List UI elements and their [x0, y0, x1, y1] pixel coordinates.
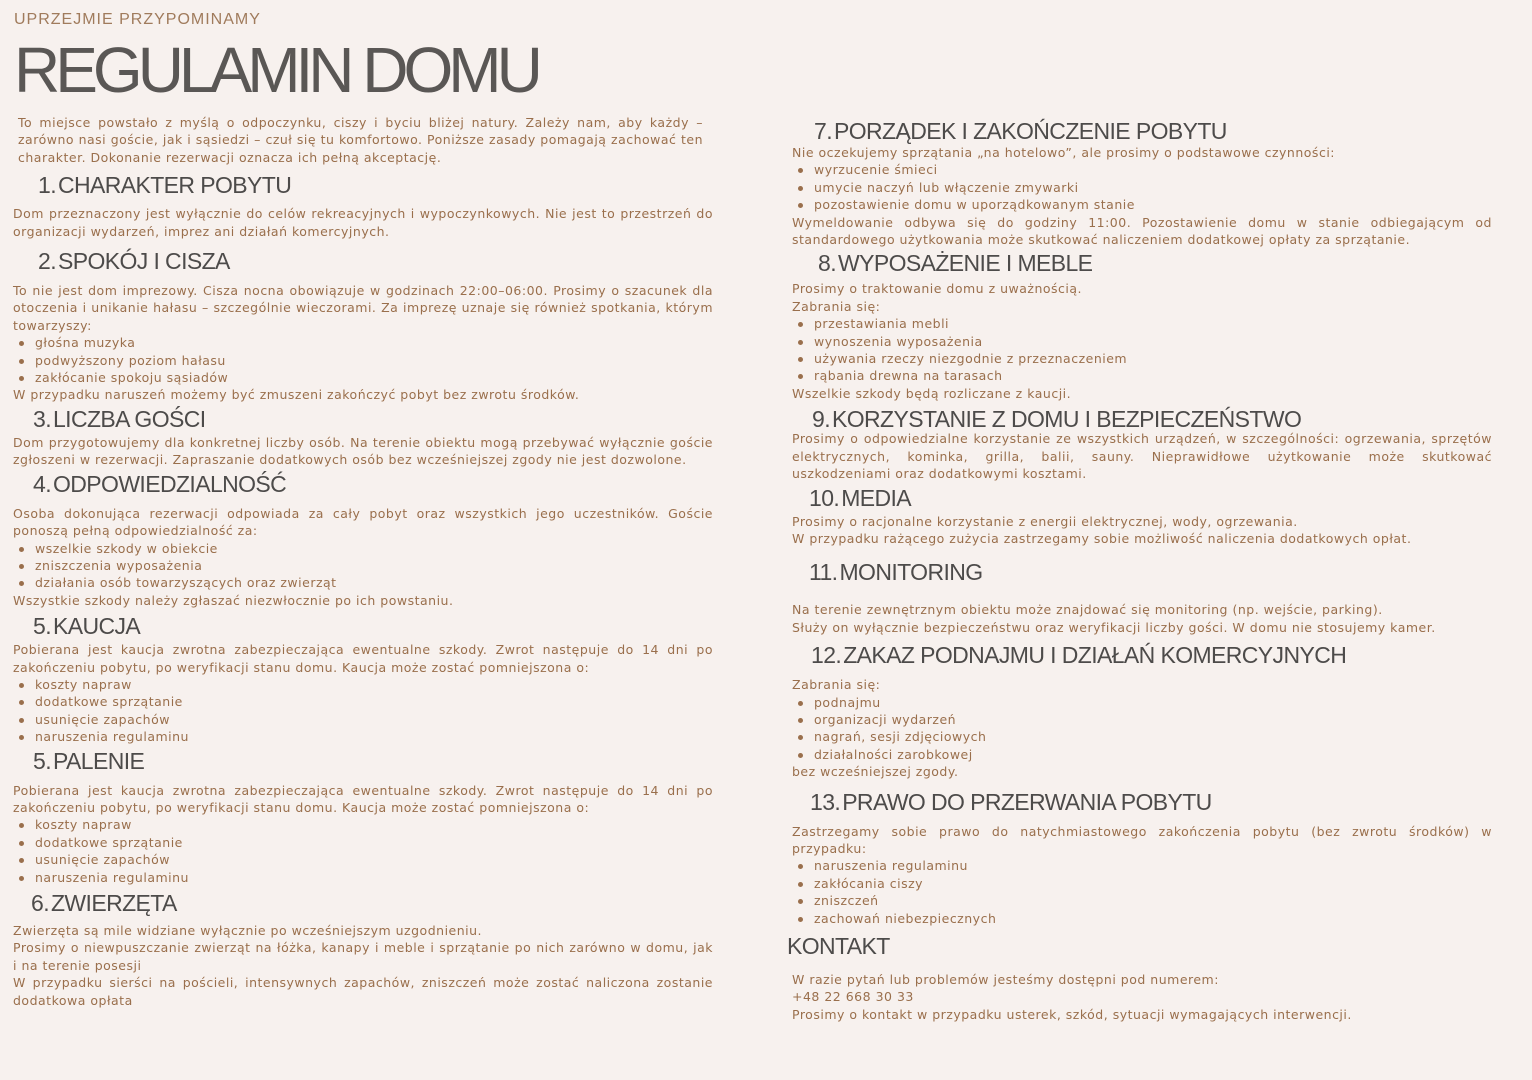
section-spokoj [13, 246, 713, 404]
section-charakter [13, 170, 713, 240]
intro-text: To miejsce powstało z myślą o odpoczynku, ciszy i byciu bliżej natury. Zależy nam, aby każdy – zarówno nasi goście, jak i sąsiedzi – czuł się tu komfortowo. Poniższe zasady pomagają zachować ten charakter. Dokonanie rezerwacji oznacza ich pełną akceptację. [18, 115, 703, 165]
section-title: PORZĄDEK I ZAKOŃCZENIE POBYTU [833, 118, 1227, 144]
section-kaucja [13, 611, 713, 745]
section-number: 2. [38, 248, 56, 275]
contact-phone: +48 22 668 30 33 [792, 989, 914, 1005]
section-liczba-gosci [13, 404, 713, 469]
list-item: zakłócanie spokoju sąsiadów [13, 369, 713, 386]
section-heading [13, 404, 713, 434]
list-item: naruszenia regulaminu [13, 869, 713, 886]
section-heading [792, 787, 1492, 817]
section-wyposazenie [792, 248, 1492, 402]
section-note: Wszystkie szkody należy zgłaszać niezwłocznie po ich powstaniu. [13, 592, 454, 608]
section-title: PRAWO DO PRZERWANIA POBYTU [842, 788, 1212, 815]
bullet-list [13, 334, 713, 386]
section-heading [13, 246, 713, 276]
section-text: Prosimy o niewpuszczanie zwierząt na łóżka, kanapy i meble i sprzątanie po nich zarówno w domu, jak i na terenie posesji [13, 940, 713, 973]
list-item: usunięcie zapachów [13, 711, 713, 728]
section-text: Na terenie zewnętrznym obiektu może znajdować się monitoring (np. wejście, parking). [792, 602, 1383, 618]
list-item: usunięcie zapachów [13, 851, 713, 868]
section-text: Osoba dokonująca rezerwacji odpowiada za cały pobyt oraz wszystkich jego uczestników. Goście ponoszą pełną odpowiedzialność za: [13, 505, 713, 539]
section-heading [792, 248, 1492, 278]
section-heading [792, 557, 1492, 587]
section-number: 13. [810, 788, 841, 815]
section-monitoring [792, 557, 1492, 636]
list-item: podnajmu [792, 694, 1492, 711]
section-number: 7. [814, 118, 832, 144]
list-item: pozostawienie domu w uporządkowanym stanie [792, 196, 1492, 213]
section-text: Prosimy o racjonalne korzystanie z energii elektrycznej, wody, ogrzewania. [792, 513, 1298, 529]
section-number: 8. [818, 250, 836, 277]
section-text: W przypadku sierści na pościeli, intensywnych zapachów, zniszczeń może zostać naliczona zostanie dodatkowa opłata [13, 975, 713, 1008]
list-item: działania osób towarzyszących oraz zwierząt [13, 574, 713, 591]
list-item: wynoszenia wyposażenia [792, 333, 1492, 350]
section-heading [13, 611, 713, 641]
list-item: dodatkowe sprzątanie [13, 834, 713, 851]
section-title: MONITORING [839, 559, 983, 586]
contact-text: W razie pytań lub problemów jesteśmy dostępni pod numerem: [792, 972, 1219, 987]
list-item: dodatkowe sprzątanie [13, 693, 713, 710]
list-item: zniszczeń [792, 892, 1492, 909]
section-number: 5. [33, 747, 51, 774]
section-heading [792, 483, 1492, 513]
section-title: ODPOWIEDZIALNOŚĆ [52, 470, 287, 497]
bullet-list [13, 540, 713, 592]
section-title: PALENIE [52, 747, 145, 774]
list-item: koszty napraw [13, 816, 713, 833]
section-title: WYPOSAŻENIE I MEBLE [837, 250, 1093, 277]
section-text: Dom przeznaczony jest wyłącznie do celów rekreacyjnych i wypoczynkowych. Nie jest to przestrzeń do organizacji wydarzeń, imprez ani działań komercyjnych. [13, 206, 713, 239]
section-text: Zabrania się: [792, 677, 881, 693]
section-number: 4. [33, 470, 51, 497]
section-number: 10. [809, 484, 840, 511]
section-text: Zastrzegamy sobie prawo do natychmiastowego zakończenia pobytu (bez zwrotu środków) w przypadku: [792, 823, 1492, 856]
section-zwierzeta [13, 888, 713, 1009]
section-bezpieczenstwo [792, 404, 1492, 482]
list-item: zakłócania ciszy [792, 875, 1492, 892]
section-title: ZAKAZ PODNAJMU I DZIAŁAŃ KOMERCYJNYCH [843, 642, 1347, 669]
section-number: 12. [811, 642, 842, 669]
section-title: MEDIA [841, 484, 912, 511]
section-palenie [13, 746, 713, 886]
section-przerwanie [792, 787, 1492, 927]
left-column [13, 114, 713, 1009]
section-text: Nie oczekujemy sprzątania „na hotelowo”, ale prosimy o podstawowe czynności: [792, 145, 1335, 160]
section-text: Zwierzęta są mile widziane wyłącznie po wcześniejszym uzgodnieniu. [13, 923, 483, 938]
section-text: Służy on wyłącznie bezpieczeństwu oraz weryfikacji liczby gości. W domu nie stosujemy kamer. [792, 619, 1436, 635]
section-note: Wszelkie szkody będą rozliczane z kaucji. [792, 385, 1072, 401]
section-title: CHARAKTER POBYTU [57, 172, 292, 199]
page-title: REGULAMIN DOMU [14, 34, 538, 106]
list-item: zniszczenia wyposażenia [13, 557, 713, 574]
page-kicker: UPRZEJMIE PRZYPOMINAMY [14, 11, 261, 28]
section-heading [792, 640, 1492, 670]
section-title: LICZBA GOŚCI [52, 405, 206, 432]
list-item: wszelkie szkody w obiekcie [13, 540, 713, 557]
section-note: Wymeldowanie odbywa się do godziny 11:00. Pozostawienie domu w stanie odbiegającym od standardowego użytkowania może skutkować naliczeniem dodatkowej opłaty za sprzątanie. [792, 214, 1492, 248]
section-media [792, 483, 1492, 548]
section-note: bez wcześniejszej zgody. [792, 764, 959, 780]
list-item: działalności zarobkowej [792, 746, 1492, 763]
section-heading [13, 746, 713, 776]
section-text: Pobierana jest kaucja zwrotna zabezpieczająca ewentualne szkody. Zwrot następuje do 14 dni po zakończeniu pobytu, po weryfikacji stanu domu. Kaucja może zostać pomniejszona o: [13, 782, 713, 815]
section-podnajem [792, 640, 1492, 780]
list-item: organizacji wydarzeń [792, 711, 1492, 728]
section-number: 1. [38, 172, 56, 199]
list-item: wyrzucenie śmieci [792, 161, 1492, 178]
section-text: Prosimy o traktowanie domu z uważnością. [792, 281, 1083, 297]
section-text: Zabrania się: [792, 298, 881, 314]
list-item: nagrań, sesji zdjęciowych [792, 728, 1492, 745]
list-item: przestawiania mebli [792, 315, 1492, 332]
section-porzadek [792, 116, 1492, 248]
list-item: koszty napraw [13, 676, 713, 693]
contact-text: Prosimy o kontakt w przypadku usterek, szkód, sytuacji wymagających interwencji. [792, 1006, 1352, 1022]
bullet-list [792, 315, 1492, 385]
section-number: 9. [812, 406, 830, 433]
section-text: Prosimy o odpowiedzialne korzystanie ze wszystkich urządzeń, w szczególności: ogrzewania, sprzętów elektrycznych, kominka, grilla, balii, sauny. Nieprawidłowe użytkowanie może skutkować uszkodzeniami oraz dodatkowymi kosztami. [792, 431, 1492, 482]
section-heading [13, 170, 713, 200]
section-note: W przypadku naruszeń możemy być zmuszeni zakończyć pobyt bez zwrotu środków. [13, 387, 580, 403]
section-title: KORZYSTANIE Z DOMU I BEZPIECZEŃSTWO [831, 406, 1302, 433]
section-text: Pobierana jest kaucja zwrotna zabezpieczająca ewentualne szkody. Zwrot następuje do 14 dni po zakończeniu pobytu, po weryfikacji stanu domu. Kaucja może zostać pomniejszona o: [13, 642, 713, 675]
right-column [787, 116, 1492, 1023]
bullet-list [792, 161, 1492, 213]
list-item: naruszenia regulaminu [792, 857, 1492, 874]
section-title: ZWIERZĘTA [50, 890, 177, 916]
section-number: 11. [809, 559, 838, 586]
section-heading [13, 469, 713, 499]
list-item: zachowań niebezpiecznych [792, 910, 1492, 927]
bullet-list [13, 676, 713, 746]
contact-heading: KONTAKT [787, 933, 890, 959]
section-text: Dom przygotowujemy dla konkretnej liczby osób. Na terenie obiektu mogą przebywać wyłącznie goście zgłoszeni w rezerwacji. Zapraszanie dodatkowych osób bez wcześniejszej zgody nie jest dozwolone. [13, 434, 713, 468]
bullet-list [792, 857, 1492, 927]
section-text: W przypadku rażącego zużycia zastrzegamy sobie możliwość naliczenia dodatkowych opłat. [792, 530, 1412, 546]
list-item: głośna muzyka [13, 334, 713, 351]
bullet-list [13, 816, 713, 886]
list-item: używania rzeczy niezgodnie z przeznaczeniem [792, 350, 1492, 367]
section-heading [792, 116, 1492, 146]
section-title: KAUCJA [52, 613, 141, 640]
list-item: naruszenia regulaminu [13, 728, 713, 745]
list-item: umycie naczyń lub włączenie zmywarki [792, 179, 1492, 196]
bullet-list [792, 694, 1492, 764]
section-number: 6. [31, 890, 49, 916]
section-number: 5. [33, 613, 51, 640]
section-text: To nie jest dom imprezowy. Cisza nocna obowiązuje w godzinach 22:00–06:00. Prosimy o szacunek dla otoczenia i unikanie hałasu – szczególnie wieczorami. Za imprezę uznaje się również spotkania, którym towarzyszy: [13, 283, 713, 333]
section-number: 3. [33, 405, 51, 432]
section-odpowiedzialnosc [13, 469, 713, 609]
section-kontakt [787, 931, 1492, 1023]
section-title: SPOKÓJ I CISZA [57, 248, 230, 275]
list-item: podwyższony poziom hałasu [13, 352, 713, 369]
section-heading [13, 888, 713, 918]
list-item: rąbania drewna na tarasach [792, 367, 1492, 384]
